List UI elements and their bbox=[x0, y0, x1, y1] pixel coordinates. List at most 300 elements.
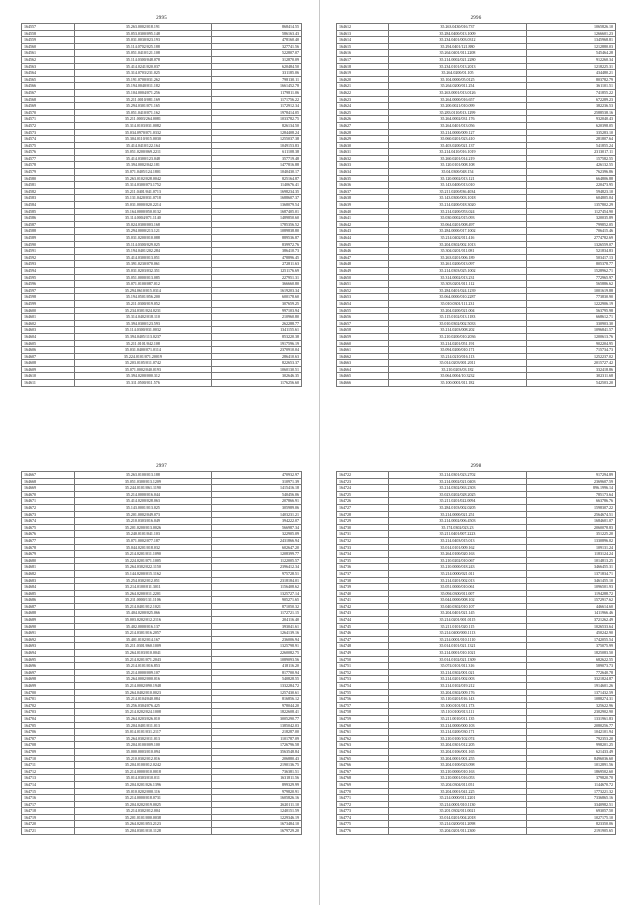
table-row bbox=[22, 656, 302, 663]
code-cell: 35.394.0300/123.593 bbox=[74, 320, 212, 327]
code-cell: 35.204.0200/021.004 bbox=[389, 307, 526, 314]
row-id-cell: 164605 bbox=[22, 340, 75, 347]
table-row bbox=[337, 735, 616, 742]
table-row bbox=[22, 327, 302, 334]
code-cell: 35.010.0202/000.116 bbox=[74, 788, 212, 795]
amount-cell: 542503.20 bbox=[526, 380, 615, 387]
table-row bbox=[22, 504, 302, 511]
table-row bbox=[337, 590, 616, 597]
table-row bbox=[337, 373, 616, 380]
amount-cell: 366660.80 bbox=[212, 281, 302, 288]
amount-cell: 1325727.14 bbox=[212, 590, 302, 597]
table-row bbox=[337, 603, 616, 610]
row-id-cell: 164683 bbox=[22, 577, 75, 584]
code-cell: 35.094.0300/011.007 bbox=[389, 590, 526, 597]
amount-cell: 1212880.03 bbox=[526, 43, 615, 50]
amount-cell: 762396.86 bbox=[526, 169, 615, 176]
amount-cell: 1331961.83 bbox=[526, 715, 615, 722]
row-id-cell: 164738 bbox=[337, 577, 389, 584]
amount-cell: 1171756.22 bbox=[212, 96, 302, 103]
table-row bbox=[22, 360, 302, 367]
table-row bbox=[22, 689, 302, 696]
amount-cell: 312870.09 bbox=[212, 56, 302, 63]
sheet-title: 2995 bbox=[156, 16, 167, 21]
code-cell: 35.071.0405/124.1801 bbox=[74, 169, 212, 176]
amount-cell: 446614.60 bbox=[526, 603, 615, 610]
table-row bbox=[337, 795, 616, 802]
code-cell: 35.414.0241/020.037 bbox=[74, 63, 212, 70]
row-id-cell: 164674 bbox=[22, 518, 75, 525]
table-row bbox=[337, 663, 616, 670]
code-cell: 35.294.0610/015.0314 bbox=[74, 287, 212, 294]
row-id-cell: 164766 bbox=[337, 762, 389, 769]
table-row bbox=[337, 524, 616, 531]
row-id-cell: 164627 bbox=[337, 122, 389, 129]
table-row bbox=[337, 307, 616, 314]
row-id-cell: 164572 bbox=[22, 122, 75, 129]
amount-cell: 1218225.31 bbox=[526, 63, 615, 70]
table-row bbox=[337, 729, 616, 736]
table-row bbox=[22, 742, 302, 749]
code-cell: 35.164.0000/050.0132 bbox=[74, 208, 212, 215]
code-cell: 35.394.0002/042.181 bbox=[74, 162, 212, 169]
table-row bbox=[337, 584, 616, 591]
code-cell: 35.394.0405/113.0237 bbox=[74, 333, 212, 340]
amount-cell: 426132.55 bbox=[526, 162, 615, 169]
table-row bbox=[22, 215, 302, 222]
code-cell: 35.204.0100/009.100 bbox=[74, 742, 212, 749]
row-id-cell: 164676 bbox=[22, 531, 75, 538]
row-id-cell: 164747 bbox=[337, 636, 389, 643]
row-id-cell: 164722 bbox=[337, 472, 389, 479]
code-cell: 35.044.0201/018.032 bbox=[74, 544, 212, 551]
code-cell: 35.414.0300/013.051 bbox=[74, 254, 212, 261]
table-row bbox=[22, 669, 302, 676]
amount-cell: 204116.40 bbox=[212, 617, 302, 624]
code-cell: 35.031.0203/032.351 bbox=[74, 267, 212, 274]
amount-cell: 1619203.34 bbox=[212, 287, 302, 294]
code-cell: 35.214.0302/001.021 bbox=[389, 669, 526, 676]
row-id-cell: 164757 bbox=[337, 702, 389, 709]
amount-cell: 563795.98 bbox=[526, 307, 615, 314]
row-id-cell: 164725 bbox=[337, 491, 389, 498]
row-id-cell: 164705 bbox=[22, 722, 75, 729]
row-id-cell: 164648 bbox=[337, 261, 389, 268]
code-cell: 35.110.0201/016.143 bbox=[389, 696, 526, 703]
row-id-cell: 164770 bbox=[337, 788, 389, 795]
table-row bbox=[337, 254, 616, 261]
row-id-cell: 164763 bbox=[337, 742, 389, 749]
row-id-cell: 164768 bbox=[337, 775, 389, 782]
amount-cell: 1026533.64 bbox=[526, 623, 615, 630]
amount-cell: 785173.64 bbox=[526, 491, 615, 498]
amount-cell: 218287.00 bbox=[212, 729, 302, 736]
code-cell: 35.314.0103/031.0082 bbox=[74, 122, 212, 129]
code-cell: 35.214.0000/018.0731 bbox=[74, 795, 212, 802]
row-id-cell: 164621 bbox=[337, 83, 389, 90]
amount-cell: 521834.83 bbox=[526, 248, 615, 255]
row-id-cell: 164687 bbox=[22, 603, 75, 610]
table-row bbox=[337, 116, 616, 123]
code-cell: 35.294.0401/121.880 bbox=[389, 43, 526, 50]
code-cell: 35.264.0201/053.2123 bbox=[74, 821, 212, 828]
code-cell: 35.204.0001/041.225 bbox=[389, 788, 526, 795]
amount-cell: 803782.79 bbox=[526, 76, 615, 83]
code-cell: 35.120.0002/013.121 bbox=[389, 175, 526, 182]
table-row bbox=[22, 353, 302, 360]
amount-cell: 386410.73 bbox=[212, 248, 302, 255]
code-cell: 35.191.0700/031.262 bbox=[74, 76, 212, 83]
amount-cell: 1089093.56 bbox=[212, 656, 302, 663]
code-cell: 35.314.0300/073.1752 bbox=[74, 182, 212, 189]
row-id-cell: 164614 bbox=[337, 37, 389, 44]
row-id-cell: 164743 bbox=[337, 610, 389, 617]
table-row bbox=[22, 221, 302, 228]
table-row bbox=[22, 195, 302, 202]
amount-cell: 2564674.51 bbox=[526, 511, 615, 518]
amount-cell: 375075.99 bbox=[526, 643, 615, 650]
code-cell: 35.214.0001/010.1021 bbox=[389, 650, 526, 657]
amount-cell: 1679729.20 bbox=[212, 828, 302, 835]
table-row bbox=[22, 24, 302, 31]
amount-cell: 1661452.78 bbox=[212, 83, 302, 90]
amount-cell: 335283.10 bbox=[526, 129, 615, 136]
table-row bbox=[22, 89, 302, 96]
row-id-cell: 164718 bbox=[22, 808, 75, 815]
row-id-cell: 164651 bbox=[337, 281, 389, 288]
row-id-cell: 164765 bbox=[337, 755, 389, 762]
code-cell: 35.053.0300/095.148 bbox=[74, 30, 212, 37]
code-cell: 35.284.0400/013.1009 bbox=[389, 30, 526, 37]
row-id-cell: 164665 bbox=[337, 373, 389, 380]
code-cell: 35.264.0203/026.010 bbox=[74, 715, 212, 722]
code-cell: 35.203.0105/011.0742 bbox=[74, 360, 212, 367]
amount-cell: 330903.30 bbox=[526, 320, 615, 327]
code-cell: 35.144.0200/015.1162 bbox=[74, 570, 212, 577]
table-row bbox=[22, 491, 302, 498]
amount-cell: 2431866.94 bbox=[212, 537, 302, 544]
table-row bbox=[337, 136, 616, 143]
row-id-cell: 164671 bbox=[22, 498, 75, 505]
code-cell: 35.031.0200/010.088 bbox=[74, 235, 212, 242]
code-cell: 35.064.0201/008.497 bbox=[389, 221, 526, 228]
code-cell: 35.303.0201/011.112 bbox=[389, 281, 526, 288]
table-row bbox=[22, 518, 302, 525]
sheet-title: 2997 bbox=[156, 464, 167, 469]
row-id-cell: 164696 bbox=[22, 663, 75, 670]
code-cell: 35.204.0001/001.255 bbox=[389, 755, 526, 762]
table-row bbox=[22, 155, 302, 162]
amount-cell: 1284408.24 bbox=[212, 129, 302, 136]
row-id-cell: 164620 bbox=[337, 76, 389, 83]
table-row bbox=[22, 537, 302, 544]
row-id-cell: 164744 bbox=[337, 617, 389, 624]
code-cell: 35.214.0410/016.1019 bbox=[389, 149, 526, 156]
table-row bbox=[337, 610, 616, 617]
table-row bbox=[22, 643, 302, 650]
code-cell: 35.211.0101/020.115 bbox=[389, 623, 526, 630]
amount-cell: 1096841.57 bbox=[526, 327, 615, 334]
row-id-cell: 164617 bbox=[337, 56, 389, 63]
amount-cell: 600178.60 bbox=[212, 294, 302, 301]
row-id-cell: 164716 bbox=[22, 795, 75, 802]
row-id-cell: 164650 bbox=[337, 274, 389, 281]
table-row bbox=[22, 828, 302, 835]
code-cell: 35.211.0200/036.4034 bbox=[389, 188, 526, 195]
table-row bbox=[337, 472, 616, 479]
code-cell: 35.210.0200/010.2036 bbox=[389, 333, 526, 340]
row-id-cell: 164607 bbox=[22, 353, 75, 360]
table-row bbox=[22, 676, 302, 683]
row-id-cell: 164604 bbox=[22, 333, 75, 340]
table-row bbox=[22, 162, 302, 169]
row-id-cell: 164710 bbox=[22, 755, 75, 762]
row-id-cell: 164760 bbox=[337, 722, 389, 729]
amount-cell: 478160.40 bbox=[212, 37, 302, 44]
table-row bbox=[337, 314, 616, 321]
table-row bbox=[337, 333, 616, 340]
table-row bbox=[22, 50, 302, 57]
table-row bbox=[337, 149, 616, 156]
amount-cell: 2080256.77 bbox=[526, 722, 615, 729]
code-cell: 35.110.0100/013.111 bbox=[389, 709, 526, 716]
row-id-cell: 164558 bbox=[22, 30, 75, 37]
code-cell: 35.210.0000/018.243 bbox=[389, 564, 526, 571]
table-row bbox=[337, 235, 616, 242]
row-id-cell: 164764 bbox=[337, 748, 389, 755]
amount-cell: 586163.43 bbox=[212, 30, 302, 37]
amount-cell: 1127454.90 bbox=[526, 208, 615, 215]
code-cell: 35.210.0000/010.163 bbox=[389, 768, 526, 775]
row-id-cell: 164634 bbox=[337, 169, 389, 176]
amount-cell: 1088274.31 bbox=[526, 696, 615, 703]
code-cell: 35.214.0001/010.1130 bbox=[389, 801, 526, 808]
amount-cell: 2318184.01 bbox=[212, 577, 302, 584]
amount-cell: 715734.73 bbox=[526, 347, 615, 354]
amount-cell: 7336865.16 bbox=[526, 795, 615, 802]
sheet-title: 2996 bbox=[470, 16, 482, 21]
code-cell: 35.414.0410/122.164 bbox=[74, 142, 212, 149]
row-id-cell: 164707 bbox=[22, 735, 75, 742]
code-cell: 35.214.0000/011.2201 bbox=[389, 795, 526, 802]
table-row bbox=[337, 557, 616, 564]
amount-cell: 589073.73 bbox=[526, 663, 615, 670]
row-id-cell: 164695 bbox=[22, 656, 75, 663]
row-id-cell: 164659 bbox=[337, 333, 389, 340]
table-row bbox=[22, 347, 302, 354]
amount-cell: 1096501.93 bbox=[526, 584, 615, 591]
amount-cell: 361101.51 bbox=[526, 83, 615, 90]
row-id-cell: 164664 bbox=[337, 366, 389, 373]
amount-cell: 706415.46 bbox=[526, 228, 615, 235]
code-cell: 35.214.0200/053.024 bbox=[389, 208, 526, 215]
table-row bbox=[337, 122, 616, 129]
row-id-cell: 164715 bbox=[22, 788, 75, 795]
table-row bbox=[337, 623, 616, 630]
row-id-cell: 164589 bbox=[22, 235, 75, 242]
amount-cell: 1264139.16 bbox=[212, 630, 302, 637]
row-id-cell: 164692 bbox=[22, 636, 75, 643]
amount-cell: 565886.62 bbox=[526, 281, 615, 288]
row-id-cell: 164578 bbox=[22, 162, 75, 169]
row-id-cell: 164678 bbox=[22, 544, 75, 551]
amount-cell: 393041.61 bbox=[212, 623, 302, 630]
amount-cell: 1403231.21 bbox=[212, 511, 302, 518]
table-row bbox=[22, 175, 302, 182]
row-id-cell: 164714 bbox=[22, 781, 75, 788]
row-id-cell: 164759 bbox=[337, 715, 389, 722]
amount-cell: 1033782.75 bbox=[212, 116, 302, 123]
amount-cell: 798130.11 bbox=[212, 76, 302, 83]
row-id-cell: 164577 bbox=[22, 155, 75, 162]
table-row bbox=[22, 511, 302, 518]
table-row bbox=[22, 610, 302, 617]
ledger-sheet-2995 bbox=[21, 15, 302, 387]
table-row bbox=[22, 801, 302, 808]
table-row bbox=[337, 478, 616, 485]
amount-cell: 1415416.18 bbox=[212, 485, 302, 492]
amount-cell: 450242.90 bbox=[526, 630, 615, 637]
row-id-cell: 164652 bbox=[337, 287, 389, 294]
row-id-cell: 164684 bbox=[22, 584, 75, 591]
table-row bbox=[22, 116, 302, 123]
row-id-cell: 164727 bbox=[337, 504, 389, 511]
amount-cell: 978044.20 bbox=[212, 702, 302, 709]
table-row bbox=[337, 380, 616, 387]
amount-cell: 1183124.24 bbox=[526, 551, 615, 558]
row-id-cell: 164681 bbox=[22, 564, 75, 571]
row-id-cell: 164724 bbox=[337, 485, 389, 492]
amount-cell: 207866.91 bbox=[212, 498, 302, 505]
code-cell: 35.311.0500/011.576 bbox=[74, 380, 212, 387]
amount-cell: 1060130.51 bbox=[212, 366, 302, 373]
amount-cell: 1411966.46 bbox=[526, 610, 615, 617]
table-row bbox=[22, 768, 302, 775]
row-id-cell: 164668 bbox=[22, 478, 75, 485]
row-id-cell: 164699 bbox=[22, 683, 75, 690]
row-id-cell: 164641 bbox=[337, 215, 389, 222]
code-cell: 35.414.0200/028.063 bbox=[74, 498, 212, 505]
table-row bbox=[337, 504, 616, 511]
table-row bbox=[22, 208, 302, 215]
amount-cell: 157582.55 bbox=[526, 155, 615, 162]
code-cell: 35.010.0302/002.5033 bbox=[389, 320, 526, 327]
table-row bbox=[337, 748, 616, 755]
code-cell: 35.000.0003/010.094 bbox=[74, 748, 212, 755]
code-cell: 35.04.0300/048.154 bbox=[389, 169, 526, 176]
amount-cell: 621433.49 bbox=[526, 748, 615, 755]
row-id-cell: 164688 bbox=[22, 610, 75, 617]
row-id-cell: 164712 bbox=[22, 768, 75, 775]
amount-cell: 1978414.05 bbox=[212, 109, 302, 116]
code-cell: 35.200.0021/010.099 bbox=[389, 103, 526, 110]
row-id-cell: 164625 bbox=[337, 109, 389, 116]
amount-cell: 816856.12 bbox=[212, 696, 302, 703]
table-row bbox=[22, 551, 302, 558]
amount-cell: 322905.09 bbox=[212, 531, 302, 538]
code-cell: 35.260.0201/014.219 bbox=[389, 155, 526, 162]
amount-cell: 394222.07 bbox=[212, 518, 302, 525]
ledger-table bbox=[336, 23, 616, 387]
row-id-cell: 164618 bbox=[337, 63, 389, 70]
code-cell: 35.214.0200/011.2098 bbox=[389, 821, 526, 828]
amount-cell: 1368079.54 bbox=[212, 202, 302, 209]
code-cell: 35.201.0302/011.0021 bbox=[389, 808, 526, 815]
table-row bbox=[22, 373, 302, 380]
code-cell: 35.210.0303/016.049 bbox=[74, 518, 212, 525]
amount-cell: 2190136.75 bbox=[212, 762, 302, 769]
code-cell: 35.040.0302/010.107 bbox=[389, 603, 526, 610]
code-cell: 35.204.0201/011.2300 bbox=[389, 828, 526, 835]
code-cell: 35.014.0303/010.011 bbox=[74, 775, 212, 782]
amount-cell: 1528962.71 bbox=[526, 267, 615, 274]
table-row bbox=[337, 788, 616, 795]
code-cell: 35.214.0201/002.013 bbox=[389, 577, 526, 584]
row-id-cell: 164642 bbox=[337, 221, 389, 228]
code-cell: 35.010.0301/111.231 bbox=[389, 300, 526, 307]
row-id-cell: 164669 bbox=[22, 485, 75, 492]
code-cell: 35.204.0302/002.1013 bbox=[389, 241, 526, 248]
row-id-cell: 164613 bbox=[337, 30, 389, 37]
row-id-cell: 164598 bbox=[22, 294, 75, 301]
amount-cell: 672289.23 bbox=[526, 96, 615, 103]
code-cell: 35.214.0400/000.1113 bbox=[389, 630, 526, 637]
table-row bbox=[337, 814, 616, 821]
amount-cell: 805378.77 bbox=[526, 261, 615, 268]
table-row bbox=[22, 715, 302, 722]
row-id-cell: 164658 bbox=[337, 327, 389, 334]
table-row bbox=[337, 643, 616, 650]
code-cell: 35.114.0300/048.078 bbox=[74, 56, 212, 63]
row-id-cell: 164599 bbox=[22, 300, 75, 307]
code-cell: 35.261.0200/013.097 bbox=[389, 261, 526, 268]
amount-cell: 1172912.34 bbox=[212, 103, 302, 110]
table-row bbox=[22, 603, 302, 610]
code-cell: 35.403.0200/021.137 bbox=[389, 142, 526, 149]
amount-cell: 912260.34 bbox=[526, 56, 615, 63]
amount-cell: 2620111.10 bbox=[212, 801, 302, 808]
amount-cell: 1240151.59 bbox=[212, 808, 302, 815]
row-id-cell: 164563 bbox=[22, 63, 75, 70]
amount-cell: 1251176.69 bbox=[212, 267, 302, 274]
ledger-table bbox=[21, 23, 302, 387]
code-cell: 35.194.0040/011.182 bbox=[74, 83, 212, 90]
table-row bbox=[337, 248, 616, 255]
amount-cell: 320035.89 bbox=[526, 215, 615, 222]
row-id-cell: 164773 bbox=[337, 808, 389, 815]
code-cell: 35.214.0302/063.2303 bbox=[389, 485, 526, 492]
code-cell: 35.214.0002/021.2280 bbox=[389, 56, 526, 63]
amount-cell: 1598307.22 bbox=[526, 504, 615, 511]
row-id-cell: 164735 bbox=[337, 557, 389, 564]
table-row bbox=[22, 129, 302, 136]
code-cell: 35.224.0201/071.1005 bbox=[74, 557, 212, 564]
table-row bbox=[22, 808, 302, 815]
row-id-cell: 164701 bbox=[22, 696, 75, 703]
row-id-cell: 164694 bbox=[22, 650, 75, 657]
table-row bbox=[22, 142, 302, 149]
amount-cell: 1332284.72 bbox=[212, 683, 302, 690]
row-id-cell: 164584 bbox=[22, 202, 75, 209]
row-id-cell: 164588 bbox=[22, 228, 75, 235]
row-id-cell: 164739 bbox=[337, 584, 389, 591]
amount-cell: 522807.07 bbox=[212, 50, 302, 57]
code-cell: 35.264.0000/016.657 bbox=[389, 96, 526, 103]
amount-cell: 1917596.19 bbox=[212, 340, 302, 347]
row-id-cell: 164749 bbox=[337, 650, 389, 657]
amount-cell: 418116.20 bbox=[212, 663, 302, 670]
code-cell: 35.214.0000/016.044 bbox=[74, 491, 212, 498]
